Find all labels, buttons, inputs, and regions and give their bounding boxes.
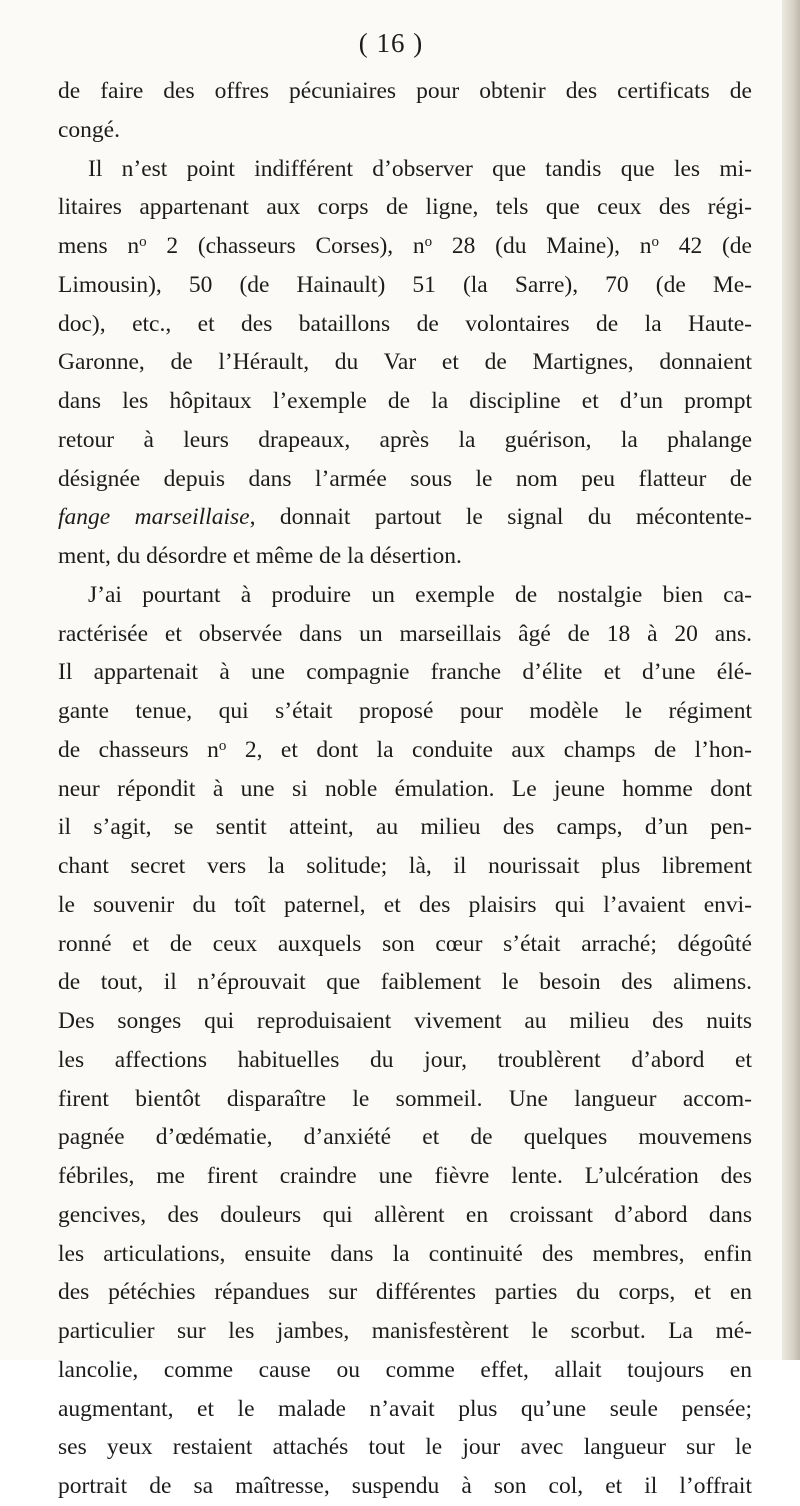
text-line: de chasseurs $n^o$ 2, et dont la conduite aux champs de l’hon- xyxy=(58,736,752,763)
text-line: retour à leurs drapeaux, après la guérison, la phalange xyxy=(58,426,752,453)
page-number: ( 16 ) xyxy=(358,28,424,58)
text-line: le souvenir du toît paternel, et des plaisirs qui l’avaient envi- xyxy=(58,891,752,918)
text-line: fébriles, me firent craindre une fièvre lente. L’ulcération des xyxy=(58,1163,752,1189)
text-line: Garonne, de l’Hérault, du Var et de Martignes, donnaient xyxy=(58,349,752,376)
text-line: les affections habituelles du jour, troublèrent d’abord et xyxy=(58,1046,752,1073)
text-line: de tout, il n’éprouvait que faiblement le besoin des alimens. xyxy=(58,969,752,996)
text-line: mens $n^o$ 2 (chasseurs Corses), $n^o$ 28 (du Maine), $n^o$ 42 (de xyxy=(58,233,752,259)
text-line: désignée depuis dans l’armée sous le nom peu flatteur de xyxy=(58,465,752,492)
text-line: gante tenue, qui s’était proposé pour modèle le régiment xyxy=(58,698,752,724)
text-line: ses yeux restaient attachés tout le jour avec langueur sur le xyxy=(58,1434,752,1461)
text-line: Des songes qui reproduisaient vivement au milieu des nuits xyxy=(58,1008,752,1034)
page-edge-shadow xyxy=(782,0,800,1360)
text-line: Limousin), 50 (de Hainault) 51 (la Sarre), 70 (de Me- xyxy=(58,271,752,298)
text-line: Il appartenait à une compagnie franche d’élite et d’une élé- xyxy=(58,659,752,686)
text-line: gencives, des douleurs qui allèrent en croissant d’abord dans xyxy=(58,1201,752,1228)
text-line: neur répondit à une si noble émulation. Le jeune homme dont xyxy=(58,775,752,802)
text-line: ractérisée et observée dans un marseillais âgé de 18 à 20 ans. xyxy=(58,620,752,647)
text-line: les articulations, ensuite dans la continuité des membres, enfin xyxy=(58,1240,752,1267)
text-line: des pétéchies répandues sur différentes parties du corps, et en xyxy=(58,1279,752,1306)
text-line: augmentant, et le malade n’avait plus qu’une seule pensée; xyxy=(58,1395,752,1422)
text-line: portrait de sa maîtresse, suspendu à son col, et il l’offrait xyxy=(58,1473,752,1499)
text-line: particulier sur les jambes, manisfestèrent le scorbut. La mé- xyxy=(58,1318,752,1344)
text-line: J’ai pourtant à produire un exemple de nostalgie bien ca- xyxy=(88,581,752,608)
text-line: dans les hôpitaux l’exemple de la discipline et d’un prompt xyxy=(58,388,752,414)
text-line: ronné et de ceux auxquels son cœur s’était arraché; dégoûté xyxy=(58,930,752,957)
text-line: lancolie, comme cause ou comme effet, allait toujours en xyxy=(58,1356,752,1383)
text-line-rest: , donnait partout le signal du mécontente- xyxy=(249,504,753,531)
text-line: il s’agit, se sentit atteint, au milieu des camps, d’un pen- xyxy=(58,814,752,841)
text-line: Il n’est point indifférent d’observer que tandis que les mi- xyxy=(88,155,752,182)
text-line: pagnée d’œdématie, d’anxiété et de quelques mouvemens xyxy=(58,1124,752,1151)
text-line xyxy=(58,498,752,537)
italic-phrase: fange marseillaise xyxy=(58,504,250,531)
text-line: ment, du désordre et même de la désertion. xyxy=(58,543,462,569)
text-line: chant secret vers la solitude; là, il nourissait plus librement xyxy=(58,853,752,879)
text-line: congé. xyxy=(58,116,120,143)
text-line: litaires appartenant aux corps de ligne, tels que ceux des régi- xyxy=(58,194,752,221)
text-line: doc), etc., et des bataillons de volontaires de la Haute- xyxy=(58,310,752,337)
body-text xyxy=(58,72,752,1506)
text-line: firent bientôt disparaître le sommeil. Une langueur accom- xyxy=(58,1085,752,1112)
text-line: de faire des offres pécuniaires pour obtenir des certificats de xyxy=(58,78,752,104)
